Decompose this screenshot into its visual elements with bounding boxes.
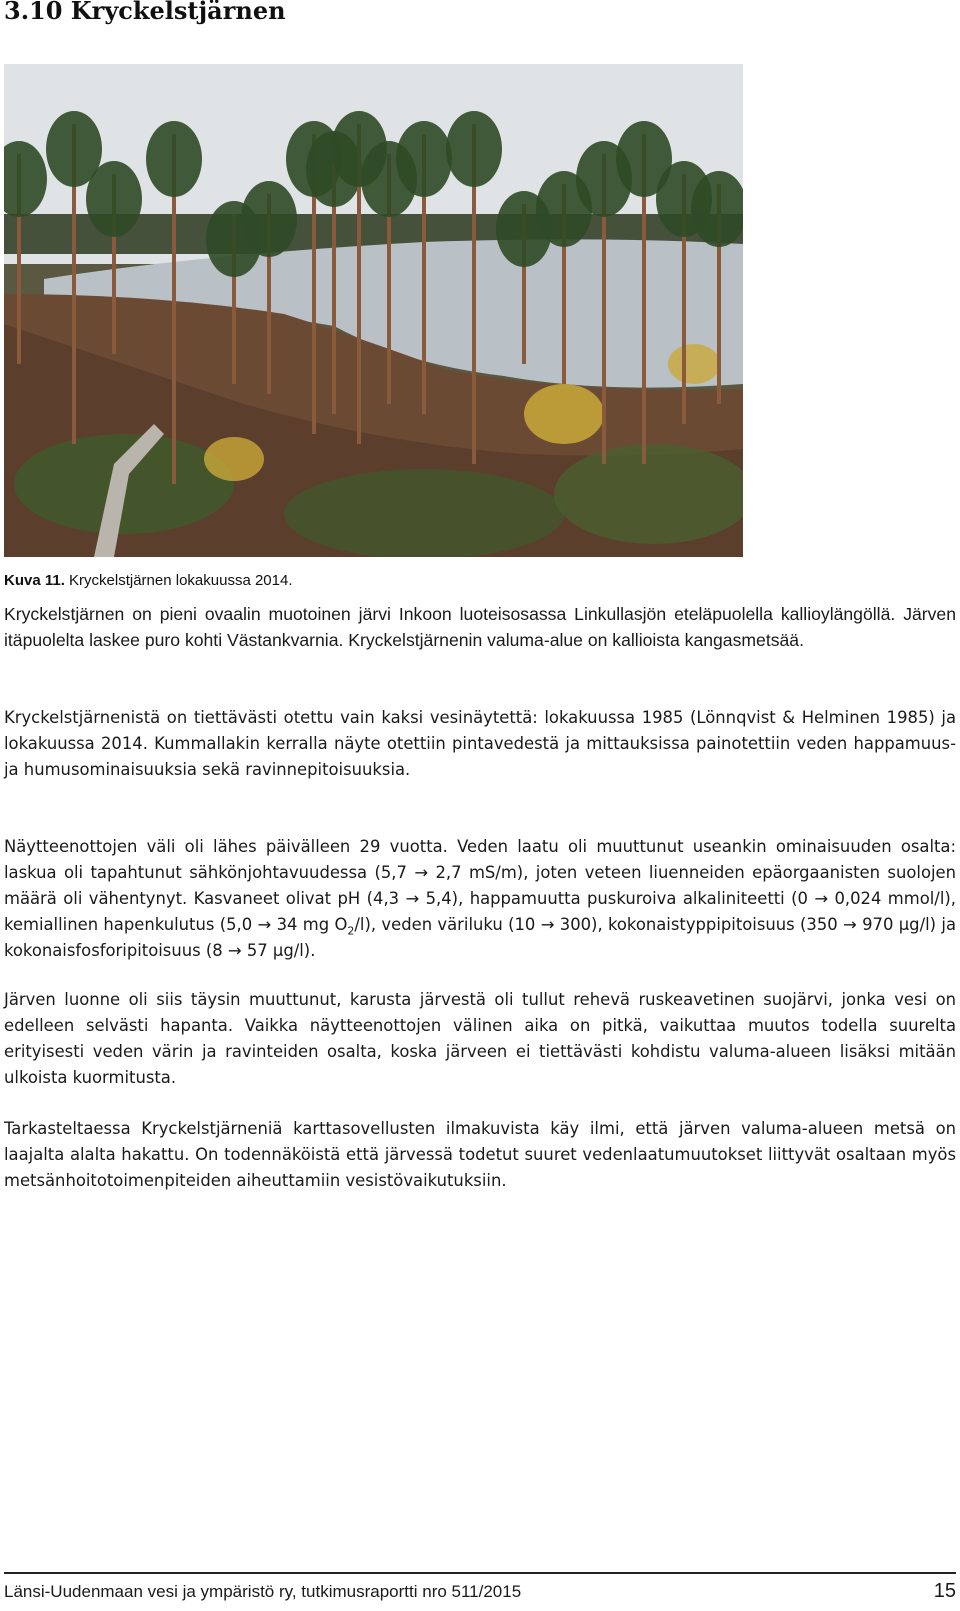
paragraph-1: Kryckelstjärnen on pieni ovaalin muotoinen järvi Inkoon luoteisosassa Linkullasjön eteläpuolella kallioylängöllä. Järven itäpuolelta laskee puro kohti Västankvarnia. Kryckelstjärnenin valuma-alue on kallioista kangasmetsää. bbox=[4, 604, 956, 650]
lake-photo-illustration bbox=[4, 64, 743, 557]
photo-pine-crown bbox=[146, 121, 202, 197]
section-heading: 3.10 Kryckelstjärnen bbox=[4, 0, 286, 25]
page-number: 15 bbox=[933, 1580, 956, 1602]
paragraph-3-part-b: /l), veden väriluku (10 → 300), kokonaistyppipitoisuus (350 → 970 µg/l) ja kokonaisfosforipitoisuus (8 → 57 µg/l). bbox=[4, 915, 956, 960]
paragraph-3-part-a: Näytteenottojen väli oli lähes päivälleen 29 vuotta. Veden laatu oli muuttunut useankin ominaisuuden osalta: laskua oli tapahtunut sähkönjohtavuudessa (5,7 → 2,7 mS/m), joten veteen liuenneiden epäorgaanisten suolojen määrä oli vähentynyt. Kasvaneet olivat pH (4,3 → 5,4), happamuutta puskuroiva alkaliniteetti (0 → 0,024 mmol/l), kemiallinen hapenkulutus (5,0 → 34 mg O bbox=[4, 837, 956, 934]
caption-text: Kryckelstjärnen lokakuussa 2014. bbox=[64, 572, 293, 589]
photo-caption bbox=[4, 572, 293, 589]
photo-pine-crown bbox=[86, 161, 142, 237]
photo-birch-foliage bbox=[524, 384, 604, 444]
subscript-2: 2 bbox=[347, 924, 355, 938]
photo-pine-crown bbox=[396, 121, 452, 197]
photo-pine-crown bbox=[241, 181, 297, 257]
footer-divider bbox=[4, 1572, 956, 1574]
footer-publisher: Länsi-Uudenmaan vesi ja ympäristö ry, tutkimusraportti nro 511/2015 bbox=[4, 1582, 522, 1601]
paragraph-4: Järven luonne oli siis täysin muuttunut, karusta järvestä oli tullut rehevä ruskeavetinen suojärvi, jonka vesi on edelleen selvästi hapanta. Vaikka näytteenottojen välinen aika on pitkä, vaikuttaa muutos todella suurelta erityisesti veden värin ja ravinteiden osalta, koska järveen ei tiettävästi kohdistu valuma-alueen lisäksi mitään ulkoista kuormitusta. bbox=[4, 990, 956, 1087]
paragraph-3 bbox=[4, 834, 956, 964]
lake-photo bbox=[4, 64, 743, 557]
photo-birch-foliage bbox=[668, 344, 720, 384]
paragraph-2: Kryckelstjärnenistä on tiettävästi otettu vain kaksi vesinäytettä: lokakuussa 1985 (Lönnqvist & Helminen 1985) ja lokakuussa 2014. Kummallakin kerralla näyte otettiin pintavedestä ja mittauksissa painotettiin veden happamuus- ja humusominaisuuksia sekä ravinnepitoisuuksia. bbox=[4, 708, 956, 779]
photo-pine-crown bbox=[446, 111, 502, 187]
photo-birch-foliage bbox=[204, 437, 264, 481]
paragraph-5: Tarkasteltaessa Kryckelstjärneniä karttasovellusten ilmakuvista käy ilmi, että järven valuma-alueen metsä on laajalta alalta hakattu. On todennäköistä että järvessä todetut suuret vedenlaatumuutokset liittyvät osaltaan myös metsänhoitotoimenpiteiden aiheuttamiin vesistövaikutuksiin. bbox=[4, 1119, 956, 1190]
photo-shrub bbox=[284, 469, 564, 557]
caption-label: Kuva 11. bbox=[4, 572, 65, 589]
